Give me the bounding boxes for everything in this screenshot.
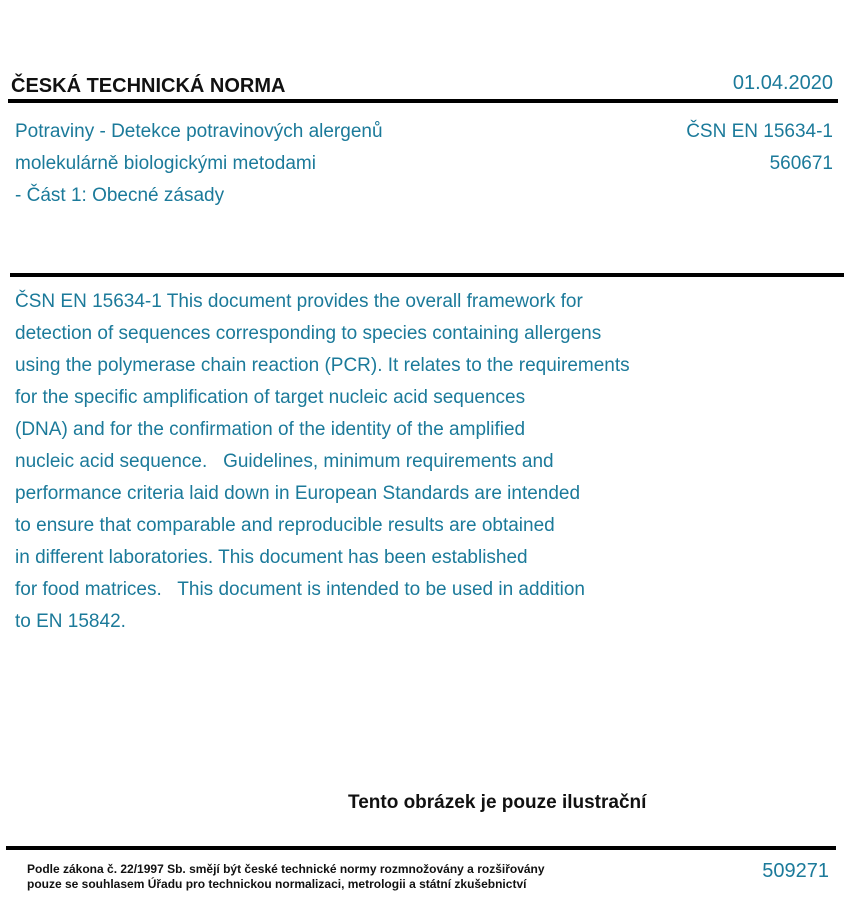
abstract-line: nucleic acid sequence. Guidelines, minimum requirements and — [15, 451, 554, 472]
illustration-note: Tento obrázek je pouze ilustrační — [348, 792, 647, 813]
abstract-line: detection of sequences corresponding to species containing allergens — [15, 323, 602, 344]
middle-divider — [10, 273, 844, 277]
abstract-line: (DNA) and for the confirmation of the identity of the amplified — [15, 419, 526, 440]
abstract-line: performance criteria laid down in European Standards are intended — [15, 483, 581, 504]
standard-title — [15, 116, 383, 212]
legal-notice — [27, 862, 545, 892]
abstract-line: for food matrices. This document is intended to be used in addition — [15, 579, 585, 600]
abstract-line: ČSN EN 15634-1 This document provides the overall framework for — [15, 291, 583, 312]
title-line: - Část 1: Obecné zásady — [15, 185, 225, 206]
abstract-line: to ensure that comparable and reproducible results are obtained — [15, 515, 555, 536]
top-divider — [8, 99, 838, 103]
legal-line: Podle zákona č. 22/1997 Sb. smějí být české technické normy rozmnožovány a rozšiřovány — [27, 862, 545, 876]
abstract-text — [15, 286, 630, 638]
legal-line: pouze se souhlasem Úřadu pro technickou normalizaci, metrologii a státní zkušebnictví — [27, 877, 527, 891]
publication-date: 01.04.2020 — [732, 72, 833, 94]
abstract-line: for the specific amplification of target nucleic acid sequences — [15, 387, 526, 408]
standard-type-heading: ČESKÁ TECHNICKÁ NORMA — [11, 75, 286, 97]
abstract-line: in different laboratories. This document has been established — [15, 547, 528, 568]
classification-number: 560671 — [769, 153, 833, 174]
title-line: Potraviny - Detekce potravinových alergenů — [15, 121, 383, 142]
standard-code: ČSN EN 15634-1 — [686, 121, 833, 142]
document-number: 509271 — [762, 860, 829, 882]
abstract-line: to EN 15842. — [15, 611, 126, 632]
standard-codes — [686, 116, 833, 180]
bottom-divider — [6, 846, 836, 850]
abstract-line: using the polymerase chain reaction (PCR). It relates to the requirements — [15, 355, 630, 376]
title-line: molekulárně biologickými metodami — [15, 153, 316, 174]
